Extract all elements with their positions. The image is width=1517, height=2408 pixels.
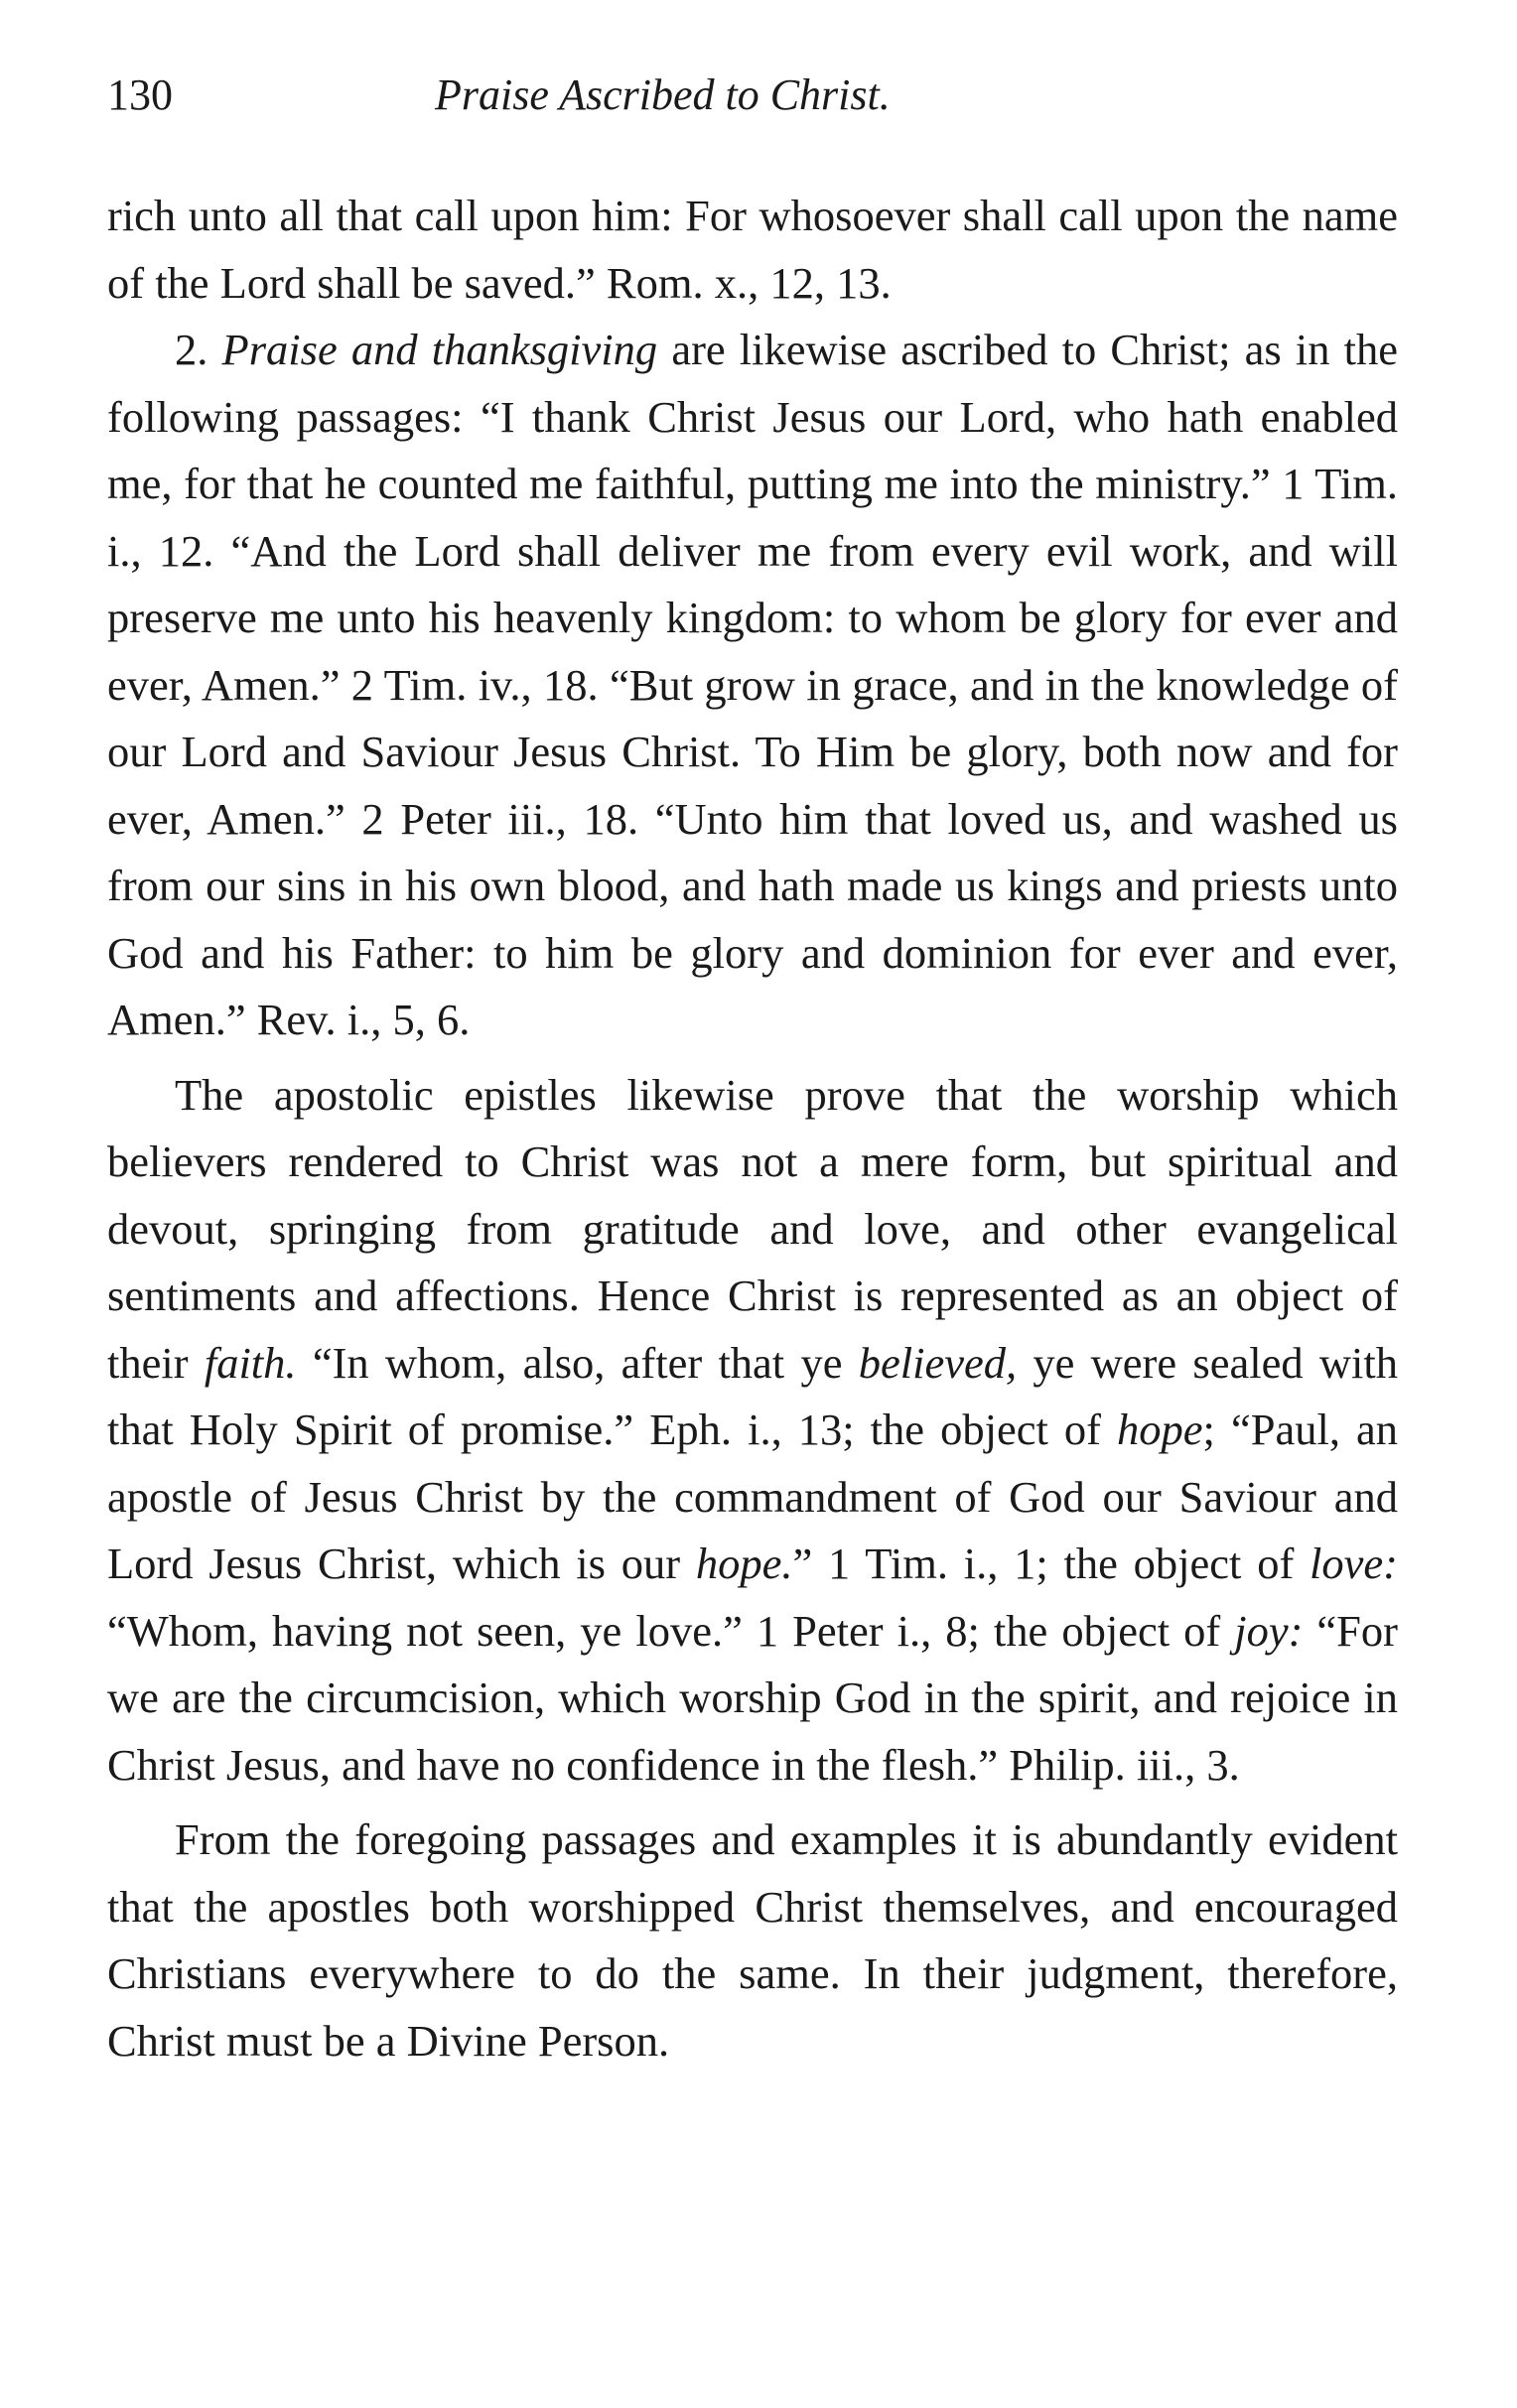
text-segment: “In whom, also, after that ye: [296, 1337, 859, 1388]
text-segment: ; “Paul, an apostle of Jesus Christ by the commandment of God our Saviour and Lord Jesus Christ, which is our: [107, 1405, 1398, 1588]
text-segment: 2.: [175, 325, 222, 374]
text-segment: The apostolic epistles likewise prove that the worship which believers rendered to Christ was not a mere form, but spiritual and devout, springing from gratitude and love, and other evangelical sentiments and affections. Hence Christ is represented as an object of their: [107, 1069, 1398, 1388]
page-number: 130: [107, 70, 173, 119]
italic-word: love:: [1310, 1538, 1398, 1588]
body-text: [107, 183, 1398, 2074]
paragraph-continuation: [107, 183, 1398, 317]
text-segment: ye were sealed with that Holy Spirit of promise.” Eph. i., 13; the object of: [107, 1337, 1398, 1454]
text-segment: “Whom, having not seen, ye love.” 1 Peter i., 8; the object of: [107, 1605, 1235, 1656]
text-segment: rich unto all that call upon him: For whosoever shall call upon the name of the Lord shall be saved.” Rom. x., 12, 13.: [107, 191, 1398, 308]
paragraph-conclusion: [107, 1806, 1398, 2074]
book-page: [107, 69, 1398, 2074]
text-segment: are likewise ascribed to Christ; as in the following passages: “I thank Christ Jesus our Lord, who hath enabled me, for that he counted me faithful, putting me into the ministry.” 1 Tim. i., 12. “And the Lord shall deliver me from every evil work, and will preserve me unto his heavenly kingdom: to whom be glory for ever and ever, Amen.” 2 Tim. iv., 18. “But grow in grace, and in the knowledge of our Lord and Saviour Jesus Christ. To Him be glory, both now and for ever, Amen.” 2 Peter iii., 18. “Unto him that loved us, and washed us from our sins in his own blood, and hath made us kings and priests unto God and his Father: to him be glory and dominion for ever and ever, Amen.” Rev. i., 5, 6.: [107, 325, 1399, 1044]
text-segment: “For we are the circumcision, which worship God in the spirit, and rejoice in Christ Jesus, and have no confidence in the flesh.” Philip. iii., 3.: [107, 1605, 1398, 1790]
italic-word: hope: [1117, 1405, 1203, 1454]
italic-word: believed,: [858, 1337, 1018, 1388]
italic-word: faith.: [204, 1337, 297, 1388]
text-segment: From the foregoing passages and examples it is abundantly evident that the apostles both worshipped Christ themselves, and encouraged Christians everywhere to do the same. In their judgment, therefore, Christ must be a Divine Person.: [107, 1814, 1398, 2066]
italic-word: hope.: [695, 1538, 793, 1588]
italic-phrase: Praise and thanksgiving: [221, 325, 658, 374]
text-segment: ” 1 Tim. i., 1; the object of: [792, 1538, 1310, 1588]
page-header: [107, 69, 1398, 139]
paragraph-praise-and-thanksgiving: [107, 317, 1398, 1054]
paragraph-apostolic-epistles: [107, 1062, 1398, 1800]
italic-word: joy:: [1234, 1605, 1304, 1656]
running-title: Praise Ascribed to Christ.: [435, 70, 891, 119]
